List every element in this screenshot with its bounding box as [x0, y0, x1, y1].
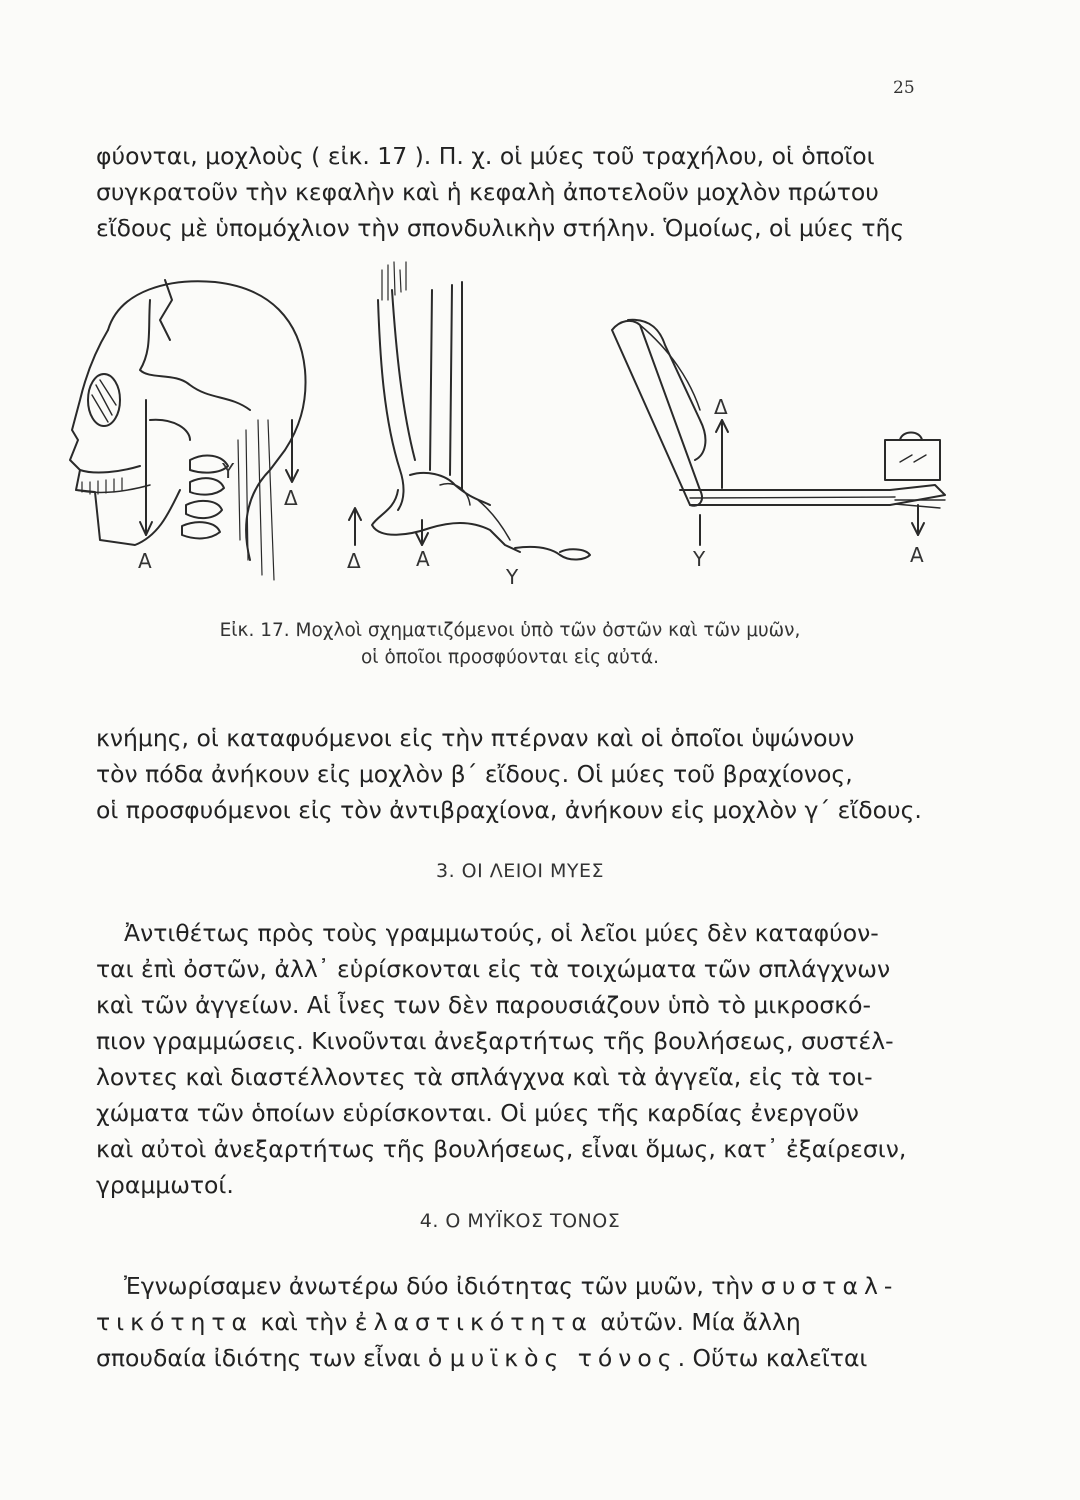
label-A-arm: A [910, 543, 924, 567]
text-run: Ἐγνωρίσαμεν ἀνωτέρω δύο ἰδιότητας τῶν μυῶν, τὴν [124, 1272, 761, 1300]
label-A-foot: A [416, 547, 430, 571]
skull-drawing [70, 280, 306, 580]
label-Y-head: Y [222, 459, 235, 483]
text-run: σπουδαία ἰδιότης των εἶναι ὁ [96, 1344, 450, 1372]
paragraph-3 [96, 915, 938, 1203]
label-D-foot: Δ [347, 549, 361, 573]
text-line [96, 1340, 938, 1376]
text-line: καὶ αὐτοὶ ἀνεξαρτήτως τῆς βουλήσεως, εἶναι ὅμως, κατ᾽ ἐξαίρεσιν, [96, 1135, 907, 1163]
foot-drawing [349, 262, 590, 560]
caption-line-2: οἱ ὁποῖοι προσφύονται εἰς αὐτά. [360, 647, 660, 668]
caption-text-1: Μοχλοὶ σχηματιζόμενοι ὑπὸ τῶν ὀστῶν καὶ τῶν μυῶν, [295, 620, 801, 641]
text-line: καὶ τῶν ἀγγείων. Αἱ ἶνες των δὲν παρουσιάζουν ὑπὸ τὸ μικροσκό- [96, 991, 871, 1019]
emphasized-term: συσταλ- [760, 1272, 899, 1300]
text-line: ται ἐπὶ ὀστῶν, ἀλλ᾽ εὑρίσκονται εἰς τὰ τοιχώματα τῶν σπλάγχνων [96, 955, 891, 983]
text-line: τὸν πόδα ἀνήκουν εἰς μοχλὸν β΄ εἴδους. Οἱ μύες τοῦ βραχίονος, [96, 760, 853, 788]
text-line [96, 1304, 938, 1340]
label-Y-foot: Y [506, 565, 519, 589]
text-run: καὶ τὴν [253, 1308, 355, 1336]
text-line: φύονται, μοχλοὺς ( εἰκ. 17 ). Π. χ. οἱ μύες τοῦ τραχήλου, οἱ ὁποῖοι [96, 142, 875, 170]
text-run: αὐτῶν. Μία ἄλλη [592, 1308, 801, 1336]
arm-drawing [612, 320, 945, 545]
emphasized-term: ἐλαστικότητα [354, 1308, 593, 1336]
section-heading-3: 3. ΟΙ ΛΕΙΟΙ ΜΥΕΣ [436, 860, 604, 882]
text-line: χώματα τῶν ὁποίων εὑρίσκονται. Οἱ μύες τῆς καρδίας ἐνεργοῦν [96, 1099, 859, 1127]
text-line: πιον γραμμώσεις. Κινοῦνται ἀνεξαρτήτως τῆς βουλήσεως, συστέλ- [96, 1027, 894, 1055]
label-D-arm: Δ [714, 395, 728, 419]
text-line [96, 1268, 938, 1304]
text-line: εἴδους μὲ ὑπομόχλιον τὴν σπονδυλικὴν στήλην. Ὁμοίως, οἱ μύες τῆς [96, 214, 905, 242]
paragraph-2 [96, 720, 938, 828]
figure-caption [0, 617, 1020, 671]
text-line: κνήμης, οἱ καταφυόμενοι εἰς τὴν πτέρναν καὶ οἱ ὁποῖοι ὑψώνουν [96, 724, 855, 752]
text-line: συγκρατοῦν τὴν κεφαλὴν καὶ ἡ κεφαλὴ ἀποτελοῦν μοχλὸν πρώτου [96, 178, 879, 206]
label-D-head: Δ [284, 486, 298, 510]
page-number: 25 [893, 78, 915, 98]
emphasized-term: μυϊκὸς τόνος [449, 1344, 678, 1372]
figure-17-illustration [0, 0, 1080, 600]
caption-line-1 [0, 617, 1020, 644]
label-Y-arm: Y [693, 547, 706, 571]
paragraph-4 [96, 1268, 938, 1376]
emphasized-term: τικότητα [96, 1308, 254, 1336]
text-line: οἱ προσφυόμενοι εἰς τὸν ἀντιβραχίονα, ἀνήκουν εἰς μοχλὸν γ΄ εἴδους. [96, 796, 922, 824]
text-line: λοντες καὶ διαστέλλοντες τὰ σπλάγχνα καὶ τὰ ἀγγεῖα, εἰς τὰ τοι- [96, 1063, 873, 1091]
section-heading-4: 4. Ο ΜΥΪΚΟΣ ΤΟΝΟΣ [419, 1210, 621, 1232]
text-line: γραμμωτοί. [96, 1171, 234, 1199]
label-A-head: A [138, 549, 152, 573]
text-run: . Οὕτω καλεῖται [677, 1344, 868, 1372]
text-line: Ἀντιθέτως πρὸς τοὺς γραμμωτούς, οἱ λεῖοι μύες δὲν καταφύον- [124, 919, 879, 947]
caption-figure-number: Εἰκ. 17. [219, 620, 290, 641]
